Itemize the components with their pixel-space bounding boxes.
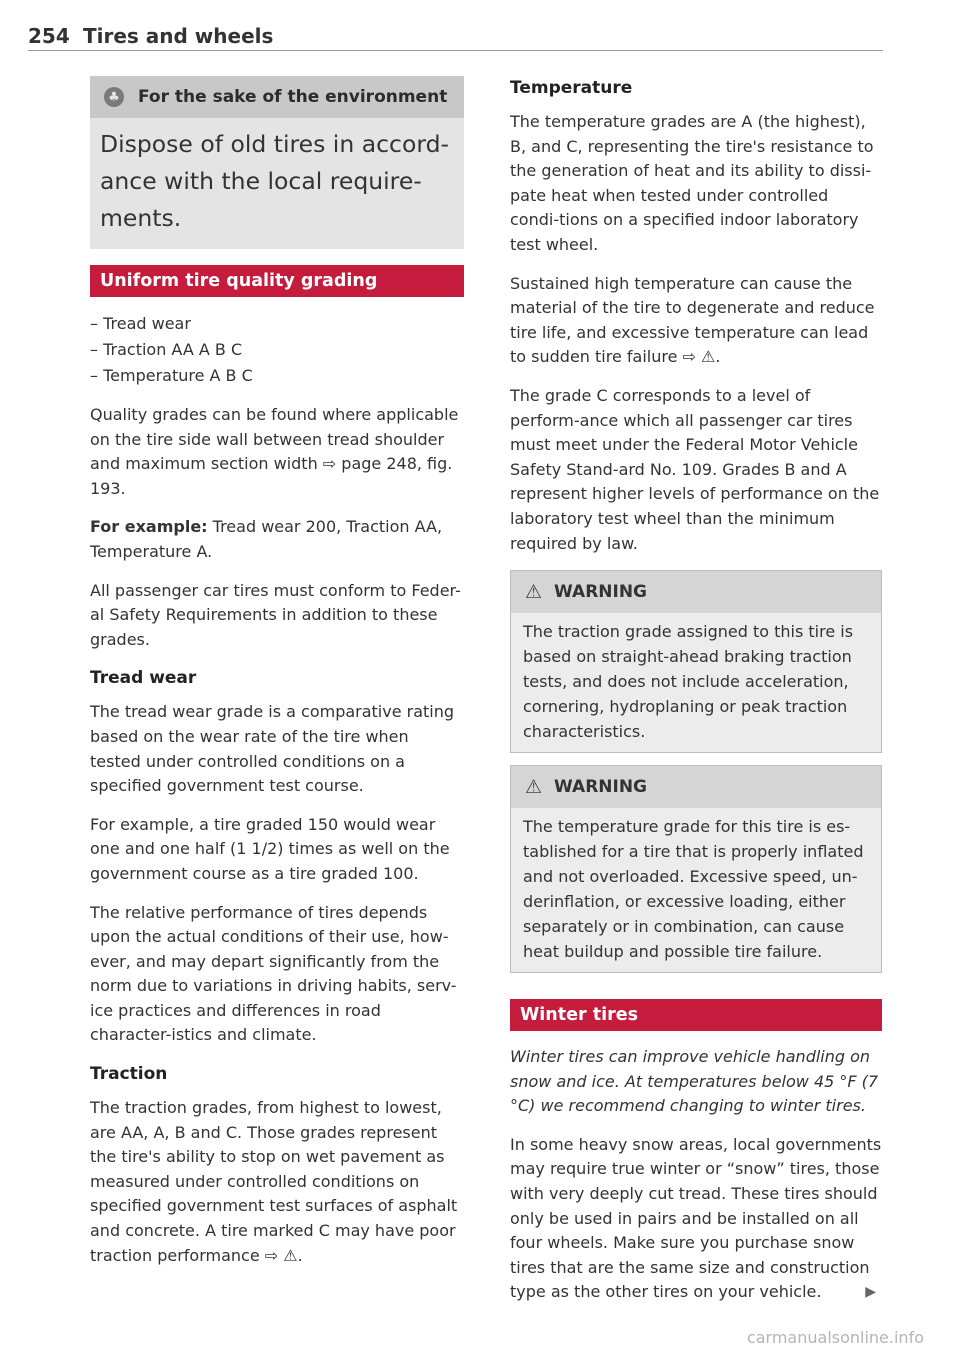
temperature-paragraph-1: The temperature grades are A (the highest), B, and C, representing the tire's resistance to the generation of heat and its ability to dissi-pate heat when tested under controlled condi-tions on a specified indoor laboratory test wheel.: [510, 112, 874, 254]
grading-example: [90, 515, 464, 564]
warning-header: [511, 571, 881, 613]
temperature-paragraph-2: Sustained high temperature can cause the material of the tire to degenerate and reduce tire life, and excessive temperature can lead to sudden tire failure ⇨ ⚠.: [510, 273, 875, 367]
winter-intro: Winter tires can improve vehicle handling on snow and ice. At temperatures below 45 °F (7 °C) we recommend changing to winter tires.: [510, 1047, 879, 1116]
warning-heading: WARNING: [554, 582, 648, 603]
section-title: Tires and wheels: [83, 24, 274, 48]
warning-box: [510, 765, 882, 973]
example-label: For example:: [90, 517, 208, 537]
warning-text: The traction grade assigned to this tire is based on straight-ahead braking traction tests, and does not include acceleration, cornering, hydroplaning or peak traction characteristics.: [511, 613, 881, 752]
watermark: carmanualsonline.info: [746, 1328, 924, 1347]
warning-box: [510, 570, 882, 753]
left-column: [90, 76, 464, 1282]
environment-box: [90, 76, 464, 249]
traction-paragraph-1: The traction grades, from highest to lowest, are AA, A, B and C. Those grades represent the tire's ability to stop on wet pavement as measured under controlled conditions on specified government test surfaces of asphalt and concrete. A tire marked C may have poor traction performance ⇨ ⚠.: [90, 1098, 458, 1265]
traction-heading: Traction: [90, 1064, 168, 1085]
warning-triangle-icon: ⚠: [525, 581, 543, 604]
continue-arrow-icon: ▶: [865, 1284, 876, 1301]
example-text: Tread wear 200, Traction AA, Temperature A.: [90, 517, 443, 561]
leaf-icon: ♣: [104, 87, 124, 107]
winter-paragraph-text: In some heavy snow areas, local governments may require true winter or “snow” tires, those with very deeply cut tread. These tires should only be used in pairs and be installed on all four wheels. Make sure you purchase snow tires that are the same size and construction type as the other tires on your vehicle.: [510, 1134, 882, 1302]
environment-text: Dispose of old tires in accord-ance with the local require-ments.: [100, 130, 449, 232]
warning-triangle-icon: ⚠: [525, 776, 543, 799]
list-item: – Tread wear: [90, 314, 191, 333]
warning-text: The temperature grade for this tire is es-tablished for a tire that is properly inflated and not overloaded. Excessive speed, un-derinflation, or excessive loading, either separately or in combination, can cause heat buildup and possible tire failure.: [511, 808, 881, 972]
tread-wear-paragraph-3: The relative performance of tires depends upon the actual conditions of their use, how-ever, and may depart significantly from the norm due to variations in driving habits, serv-ice practices and differences in road character-istics and climate.: [90, 902, 457, 1045]
uniform-grading-heading: Uniform tire quality grading: [90, 265, 464, 297]
tread-wear-paragraph-2: For example, a tire graded 150 would wear one and one half (1 1/2) times as well on the government course as a tire graded 100.: [90, 814, 450, 883]
environment-heading: For the sake of the environment: [138, 87, 448, 107]
winter-paragraph-1: [510, 1133, 882, 1305]
right-column: [510, 76, 882, 1319]
tread-wear-heading: Tread wear: [90, 668, 197, 689]
list-item: – Traction AA A B C: [90, 340, 243, 359]
page-header: [28, 20, 883, 51]
warning-header: [511, 766, 881, 808]
temperature-paragraph-3: The grade C corresponds to a level of perform-ance which all passenger car tires must meet under the Federal Motor Vehicle Safety Stand-ard No. 109. Grades B and A represent higher levels of performance on the laboratory test wheel than the minimum required by law.: [510, 385, 880, 553]
page-number: 254: [28, 24, 70, 48]
grading-paragraph-1: Quality grades can be found where applicable on the tire side wall between tread shoulder and maximum section width ⇨ page 248, fig. 193.: [90, 405, 459, 498]
list-item: – Temperature A B C: [90, 366, 253, 385]
winter-tires-heading: Winter tires: [510, 999, 882, 1031]
grading-list: [90, 311, 464, 389]
temperature-heading: Temperature: [510, 78, 633, 98]
tread-wear-paragraph-1: The tread wear grade is a comparative rating based on the wear rate of the tire when tested under controlled conditions on a specified government test course.: [90, 702, 455, 796]
grading-paragraph-2: All passenger car tires must conform to Feder-al Safety Requirements in addition to these grades.: [90, 580, 461, 649]
environment-box-header: [90, 76, 464, 118]
warning-heading: WARNING: [554, 777, 648, 798]
